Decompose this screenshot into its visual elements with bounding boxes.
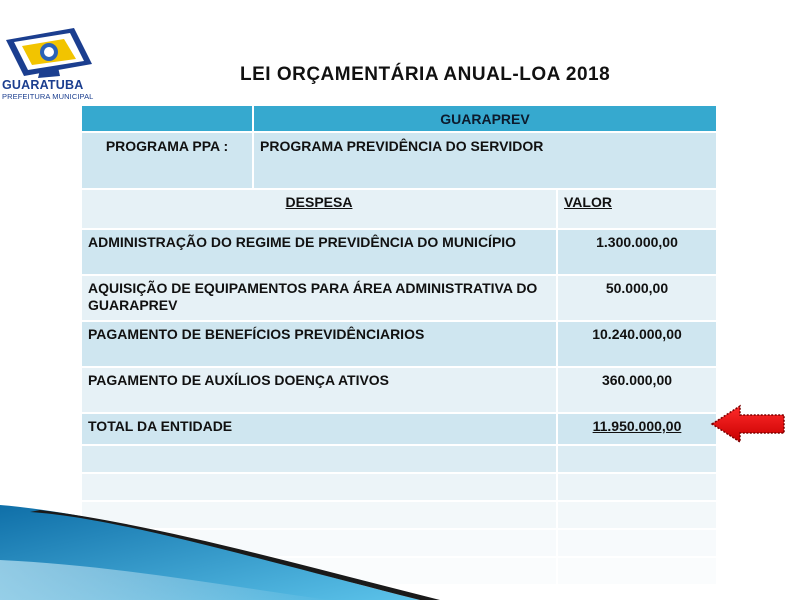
empty-cell [557, 529, 717, 557]
empty-cell [81, 529, 557, 557]
red-arrow-left-icon [710, 404, 786, 444]
agency-header-row [81, 105, 717, 132]
empty-cell [81, 501, 557, 529]
column-header-row [81, 189, 717, 229]
budget-table [80, 104, 718, 586]
table-row [81, 229, 717, 275]
total-value: 11.950.000,00 [557, 413, 717, 445]
valor-cell: 10.240.000,00 [557, 321, 717, 367]
valor-column-header: VALOR [557, 189, 717, 229]
despesa-cell: PAGAMENTO DE BENEFÍCIOS PREVIDÊNCIARIOS [81, 321, 557, 367]
total-label: TOTAL DA ENTIDADE [81, 413, 557, 445]
total-row [81, 413, 717, 445]
empty-row [81, 557, 717, 585]
empty-cell [81, 473, 557, 501]
ppa-label: PROGRAMA PPA : [81, 132, 253, 189]
table-row [81, 275, 717, 321]
guaratuba-logo [0, 28, 98, 100]
ppa-value: PROGRAMA PREVIDÊNCIA DO SERVIDOR [253, 132, 717, 189]
despesa-column-header: DESPESA [81, 189, 557, 229]
empty-cell [557, 445, 717, 473]
empty-row [81, 501, 717, 529]
valor-cell: 50.000,00 [557, 275, 717, 321]
despesa-cell: PAGAMENTO DE AUXÍLIOS DOENÇA ATIVOS [81, 367, 557, 413]
empty-cell [81, 445, 557, 473]
logo-subtitle: PREFEITURA MUNICIPAL [2, 92, 94, 101]
despesa-cell: AQUISIÇÃO DE EQUIPAMENTOS PARA ÁREA ADMINISTRATIVA DO GUARAPREV [81, 275, 557, 321]
page-title: LEI ORÇAMENTÁRIA ANUAL-LOA 2018 [240, 64, 611, 85]
empty-cell [557, 557, 717, 585]
empty-cell [557, 501, 717, 529]
valor-cell: 360.000,00 [557, 367, 717, 413]
ppa-row [81, 132, 717, 189]
empty-row [81, 473, 717, 501]
agency-name: GUARAPREV [253, 105, 717, 132]
valor-cell: 1.300.000,00 [557, 229, 717, 275]
empty-row [81, 445, 717, 473]
empty-cell [557, 473, 717, 501]
empty-cell [81, 557, 557, 585]
despesa-cell: ADMINISTRAÇÃO DO REGIME DE PREVIDÊNCIA DO MUNICÍPIO [81, 229, 557, 275]
table-row [81, 367, 717, 413]
table-row [81, 321, 717, 367]
logo-name: GUARATUBA [2, 78, 84, 92]
guaratuba-crest-icon [4, 28, 94, 78]
empty-row [81, 529, 717, 557]
header-empty-cell [81, 105, 253, 132]
